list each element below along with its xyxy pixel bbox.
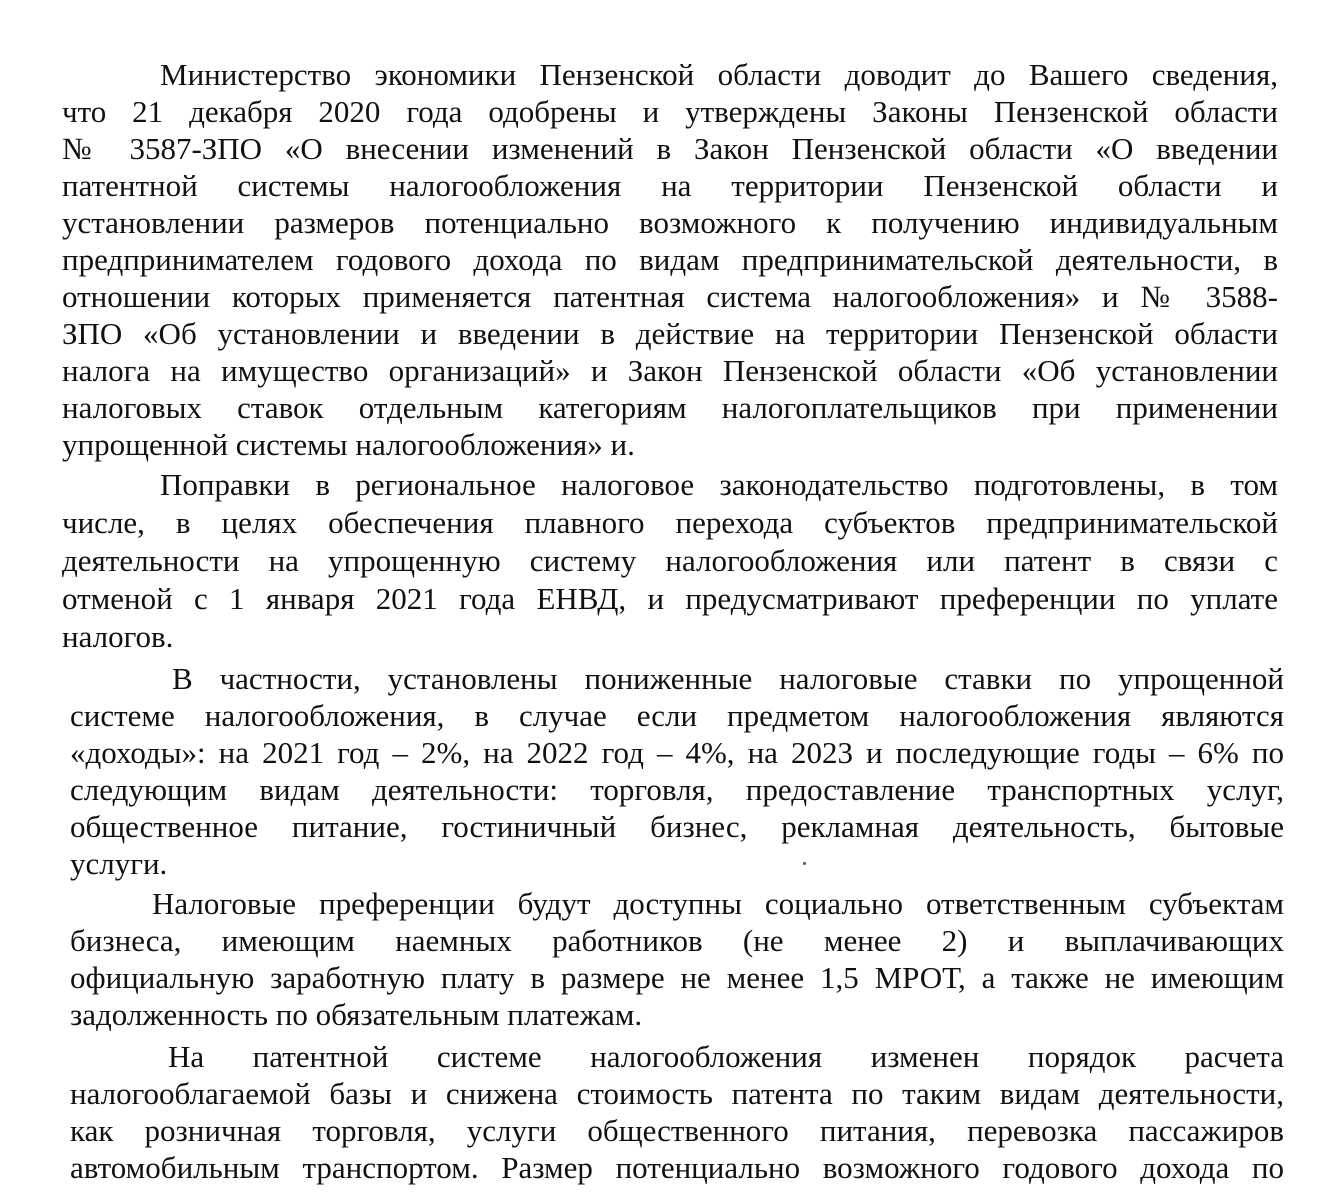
text-line: бизнеса, имеющим наемных работников (не менее 2) и выплачивающих	[70, 923, 1284, 958]
text-line: деятельности на упрощенную систему налогообложения или патент в связи с	[62, 543, 1278, 578]
text-line: предпринимателем годового дохода по видам предпринимательской деятельности, в	[62, 242, 1278, 277]
scan-speck	[803, 862, 806, 865]
text-line: следующим видам деятельности: торговля, предоставление транспортных услуг,	[70, 772, 1284, 807]
text-line: налога на имущество организаций» и Закон Пензенской области «Об установлении	[62, 353, 1278, 388]
text-line: Министерство экономики Пензенской области доводит до Вашего сведения,	[160, 57, 1278, 92]
text-line: налогооблагаемой базы и снижена стоимость патента по таким видам деятельности,	[70, 1076, 1284, 1111]
text-line: услуги.	[70, 846, 168, 881]
text-line: установлении размеров потенциально возможного к получению индивидуальным	[62, 205, 1278, 240]
text-line: Налоговые преференции будут доступны социально ответственным субъектам	[152, 886, 1284, 921]
text-line: отменой с 1 января 2021 года ЕНВД, и предусматривают преференции по уплате	[62, 581, 1278, 616]
text-line: системе налогообложения, в случае если предметом налогообложения являются	[70, 698, 1284, 733]
text-line: отношении которых применяется патентная система налогообложения» и № 3588-	[62, 279, 1278, 314]
text-line: как розничная торговля, услуги общественного питания, перевозка пассажиров	[70, 1113, 1284, 1148]
text-line: «доходы»: на 2021 год – 2%, на 2022 год – 4%, на 2023 и последующие годы – 6% по	[70, 735, 1284, 770]
text-line: В частности, установлены пониженные налоговые ставки по упрощенной	[172, 661, 1284, 696]
text-line: числе, в целях обеспечения плавного перехода субъектов предпринимательской	[62, 505, 1278, 540]
text-line: налогов.	[62, 619, 174, 654]
text-line: общественное питание, гостиничный бизнес, рекламная деятельность, бытовые	[70, 809, 1284, 844]
text-line: Поправки в региональное налоговое законодательство подготовлены, в том	[160, 467, 1278, 502]
text-line: что 21 декабря 2020 года одобрены и утверждены Законы Пензенской области	[62, 94, 1278, 129]
text-line: автомобильным транспортом. Размер потенциально возможного годового дохода по	[70, 1150, 1284, 1185]
text-line: патентной системы налогообложения на территории Пензенской области и	[62, 168, 1278, 203]
text-line: налоговых ставок отдельным категориям налогоплательщиков при применении	[62, 390, 1278, 425]
text-line: ЗПО «Об установлении и введении в действие на территории Пензенской области	[62, 316, 1278, 351]
text-line: № 3587-ЗПО «О внесении изменений в Закон Пензенской области «О введении	[62, 131, 1278, 166]
text-line: официальную заработную плату в размере не менее 1,5 МРОТ, а также не имеющим	[70, 960, 1284, 995]
text-line: упрощенной системы налогообложения» и.	[62, 427, 635, 462]
text-line: задолженность по обязательным платежам.	[70, 997, 643, 1032]
text-line: На патентной системе налогообложения изменен порядок расчета	[168, 1039, 1284, 1074]
